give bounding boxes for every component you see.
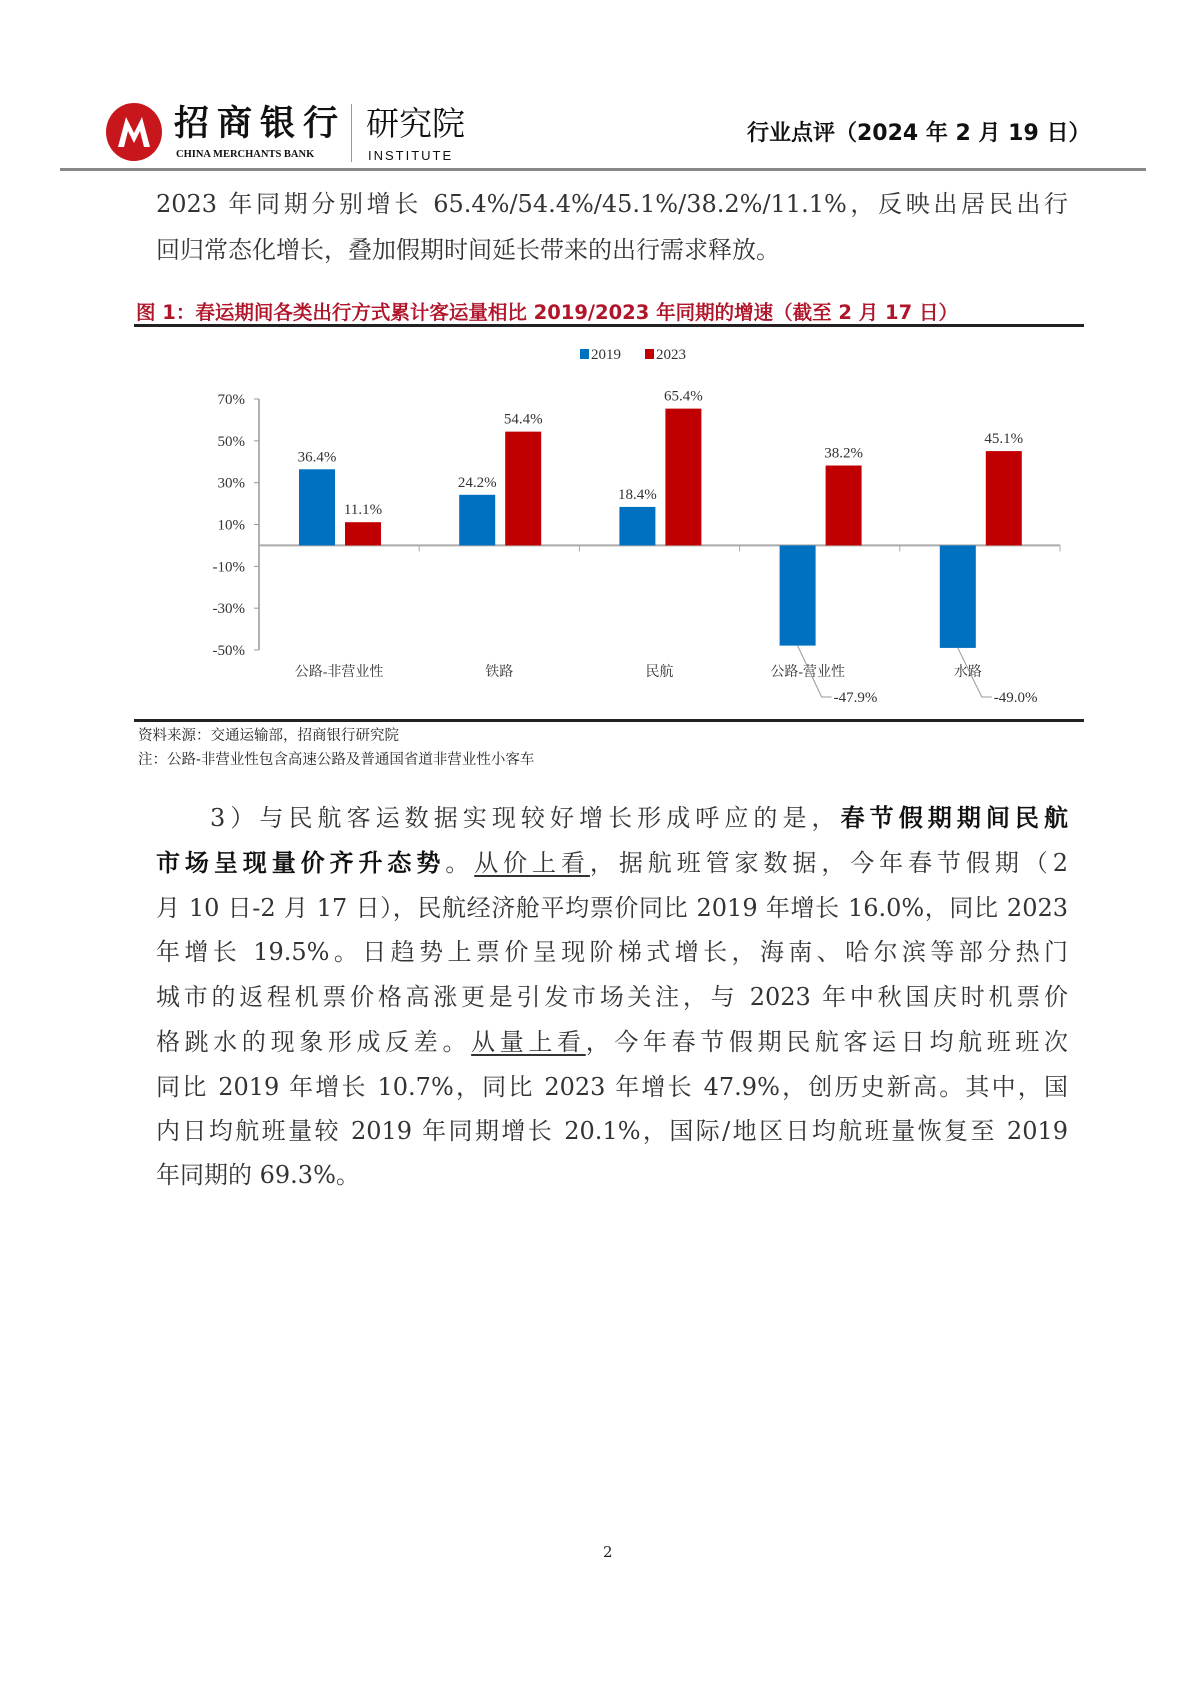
bank-name-en: CHINA MERCHANTS BANK — [176, 149, 315, 160]
x-category-label: 水路 — [953, 665, 982, 680]
legend-label: 2019 — [591, 347, 621, 363]
data-label: -49.0% — [993, 690, 1038, 706]
figure-top-rule — [134, 324, 1084, 327]
data-label: -47.9% — [833, 690, 878, 706]
body-text: 。 — [445, 849, 475, 877]
figure-bottom-rule — [134, 719, 1084, 722]
data-label: 11.1% — [343, 502, 383, 519]
data-label: 54.4% — [503, 411, 543, 428]
body-line: 年同期的 69.3%。 — [156, 1161, 360, 1189]
body-line — [156, 847, 1068, 879]
bar-2019 — [940, 545, 976, 647]
data-label: 45.1% — [984, 431, 1024, 448]
body-underlined-text: 从价上看 — [474, 849, 590, 877]
bank-name-cn: 招商银行 — [174, 104, 347, 144]
body-line: 城市的返程机票价格高涨更是引发市场关注，与 2023 年中秋国庆时机票价 — [156, 983, 1068, 1011]
body-line — [156, 1026, 1068, 1058]
header-divider — [60, 168, 1146, 171]
bar-2023 — [665, 409, 701, 546]
institute-name-en: INSTITUTE — [368, 148, 454, 163]
y-tick-label: 10% — [217, 517, 245, 534]
data-label: 18.4% — [618, 486, 657, 503]
bar-2019 — [619, 507, 655, 545]
bar-2019 — [299, 469, 335, 545]
y-tick-label: -10% — [212, 559, 245, 576]
intro-line: 2023 年同期分别增长 65.4%/54.4%/45.1%/38.2%/11.1%，反映出居民出行 — [156, 190, 1068, 218]
body-text: 3）与民航客运数据实现较好增长形成呼应的是， — [210, 804, 841, 832]
figure-source: 资料来源：交通运输部，招商银行研究院 — [138, 728, 399, 744]
bar-2019 — [780, 545, 816, 645]
y-tick-label: -30% — [212, 601, 245, 618]
y-tick-label: 50% — [217, 433, 245, 450]
y-tick-label: 30% — [217, 475, 245, 492]
x-category-label: 铁路 — [485, 665, 514, 680]
figure-note: 注：公路-非营业性包含高速公路及普通国省道非营业性小客车 — [138, 752, 535, 768]
body-bold-text: 市场呈现量价齐升态势 — [156, 849, 446, 877]
body-line: 同比 2019 年增长 10.7%，同比 2023 年增长 47.9%，创历史新高。其中，国 — [156, 1073, 1068, 1101]
data-label: 65.4% — [664, 388, 703, 405]
bar-2023 — [505, 432, 541, 546]
legend-swatch-2019 — [580, 349, 589, 359]
body-line — [156, 802, 1068, 834]
legend-swatch-2023 — [645, 349, 654, 359]
bar-2019 — [459, 495, 495, 546]
report-type-date: 行业点评（2024 年 2 月 19 日） — [747, 121, 1091, 146]
data-label: 24.2% — [457, 474, 497, 491]
figure-title: 图 1：春运期间各类出行方式累计客运量相比 2019/2023 年同期的增速（截至 2 月 17 日） — [136, 301, 958, 324]
bar-2023 — [345, 522, 381, 545]
institute-name-cn: 研究院 — [366, 104, 465, 143]
legend-label: 2023 — [656, 347, 686, 363]
y-tick-label: 70% — [217, 392, 245, 408]
body-bold-text: 春节假期期间民航 — [840, 804, 1068, 832]
body-line: 月 10 日-2 月 17 日），民航经济舱平均票价同比 2019 年增长 16.0%，同比 2023 — [156, 894, 1068, 922]
bar-chart — [0, 330, 1200, 718]
x-category-label: 公路-营业性 — [770, 665, 846, 680]
body-line: 内日均航班量较 2019 年同期增长 20.1%，国际/地区日均航班量恢复至 2019 — [156, 1117, 1068, 1145]
bar-2023 — [986, 451, 1022, 545]
data-label: 36.4% — [297, 449, 337, 466]
body-line: 年增长 19.5%。日趋势上票价呈现阶梯式增长，海南、哈尔滨等部分热门 — [156, 938, 1068, 966]
intro-line: 回归常态化增长，叠加假期时间延长带来的出行需求释放。 — [156, 236, 780, 264]
logo-divider — [351, 104, 352, 162]
body-text: ，据航班管家数据，今年春节假期（2 — [589, 849, 1069, 877]
body-underlined-text: 从量上看 — [471, 1028, 586, 1056]
x-category-label: 民航 — [645, 665, 674, 680]
y-tick-label: -50% — [212, 643, 245, 659]
body-text: ，今年春节假期民航客运日均航班班次 — [585, 1028, 1069, 1056]
cmb-logo-icon — [106, 103, 162, 161]
page-number: 2 — [603, 1543, 613, 1561]
bar-2023 — [826, 466, 862, 546]
body-text: 格跳水的现象形成反差。 — [156, 1028, 472, 1056]
x-category-label: 公路-非营业性 — [294, 665, 384, 680]
data-label: 38.2% — [824, 445, 863, 462]
